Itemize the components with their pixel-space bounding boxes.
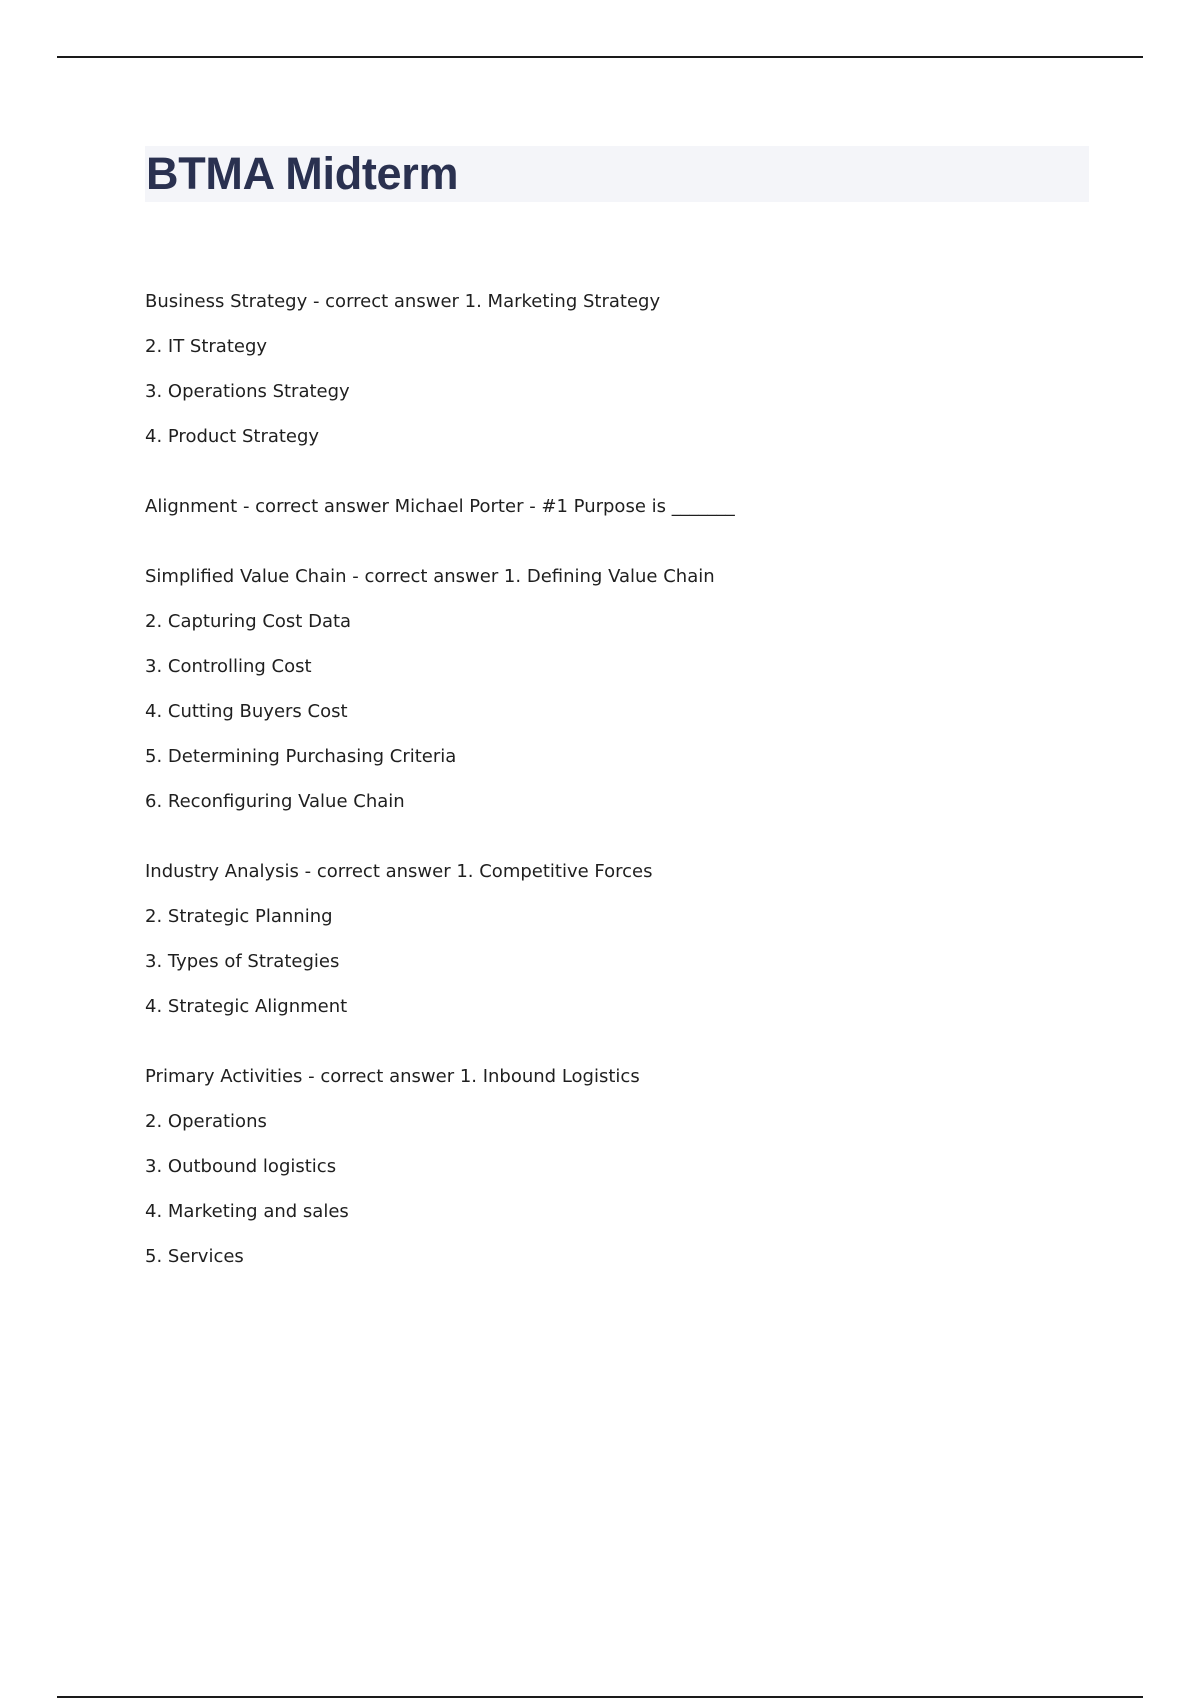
qa-line: 3. Outbound logistics: [145, 1156, 337, 1177]
qa-block-primary-activities: [145, 1065, 1045, 1269]
qa-line: 2. IT Strategy: [145, 336, 268, 357]
qa-line: 3. Controlling Cost: [145, 656, 312, 677]
qa-line: 3. Operations Strategy: [145, 381, 350, 402]
header-rule: [57, 56, 1143, 58]
document-title: BTMA Midterm: [146, 148, 459, 199]
qa-line: 4. Cutting Buyers Cost: [145, 701, 348, 722]
footer-rule: [57, 1696, 1143, 1698]
qa-block-simplified-value-chain: [145, 565, 1045, 814]
qa-line: 2. Operations: [145, 1111, 267, 1132]
document-body: [145, 290, 1045, 1315]
qa-line: 6. Reconfiguring Value Chain: [145, 791, 405, 812]
qa-block-industry-analysis: [145, 860, 1045, 1019]
qa-line: 4. Strategic Alignment: [145, 996, 348, 1017]
qa-line: Primary Activities - correct answer 1. Inbound Logistics: [145, 1066, 640, 1087]
qa-line: 3. Types of Strategies: [145, 951, 340, 972]
qa-block-business-strategy: [145, 290, 1045, 449]
qa-line: 2. Strategic Planning: [145, 906, 333, 927]
qa-line: 5. Services: [145, 1246, 244, 1267]
qa-block-alignment: [145, 495, 1045, 519]
qa-line: 4. Product Strategy: [145, 426, 320, 447]
qa-line: Industry Analysis - correct answer 1. Competitive Forces: [145, 861, 653, 882]
qa-line: Simplified Value Chain - correct answer 1. Defining Value Chain: [145, 566, 715, 587]
qa-line: Alignment - correct answer Michael Porter - #1 Purpose is _______: [145, 496, 735, 517]
qa-line: 2. Capturing Cost Data: [145, 611, 352, 632]
qa-line: Business Strategy - correct answer 1. Marketing Strategy: [145, 291, 661, 312]
qa-line: 4. Marketing and sales: [145, 1201, 349, 1222]
qa-line: 5. Determining Purchasing Criteria: [145, 746, 457, 767]
